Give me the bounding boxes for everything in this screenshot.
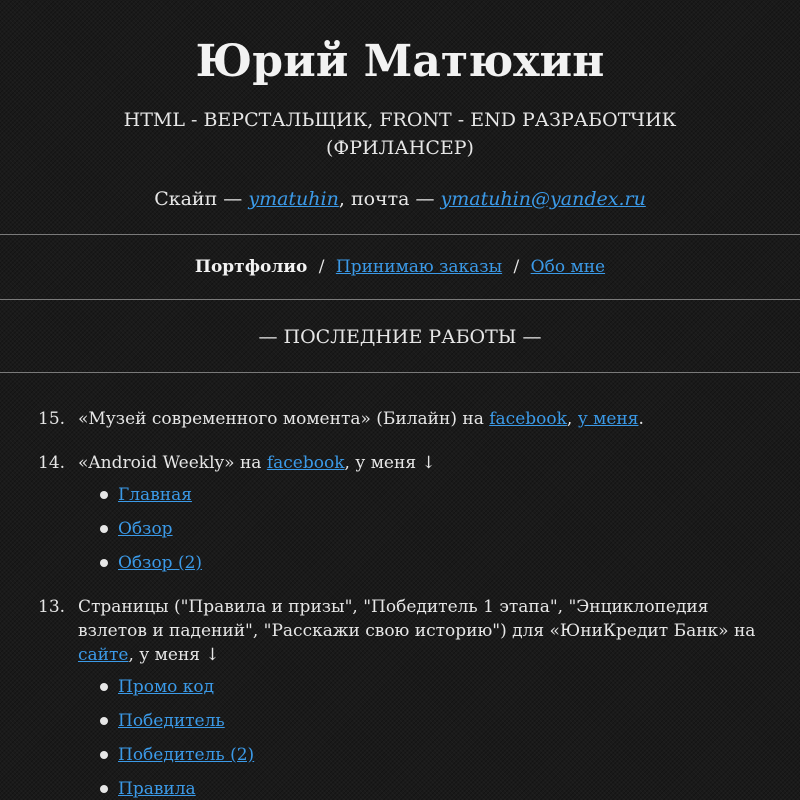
list-item (100, 675, 760, 699)
section-title: — ПОСЛЕДНИЕ РАБОТЫ — (258, 326, 542, 348)
skype-link[interactable]: ymatuhin (248, 188, 339, 210)
author-name: Юрий Матюхин (195, 36, 605, 87)
mail-label: , почта — (338, 188, 435, 210)
nav-item-orders[interactable]: Принимаю заказы (335, 257, 503, 277)
main-nav (0, 235, 800, 299)
email-link[interactable]: ymatuhin@yandex.ru (440, 188, 646, 210)
contacts-line (0, 186, 800, 212)
page-link[interactable]: Обзор (2) (118, 553, 203, 573)
list-item (100, 777, 760, 800)
works-list (0, 373, 800, 800)
list-item (100, 743, 760, 767)
work-item (38, 451, 760, 575)
comma: , (566, 409, 573, 429)
site-link[interactable]: сайте (78, 645, 129, 665)
list-item (100, 709, 760, 733)
work-rest: , у меня ↓ (344, 453, 436, 473)
bullet-icon (100, 683, 108, 691)
bullet-icon (100, 785, 108, 793)
work-item (38, 595, 760, 800)
period: . (638, 409, 644, 429)
page-link[interactable]: Победитель (2) (118, 745, 255, 765)
page-links-list (78, 675, 760, 800)
work-number: 15. (38, 409, 66, 429)
work-description: «Android Weekly» на (78, 453, 262, 473)
work-number: 13. (38, 597, 66, 617)
nav-separator: / (318, 257, 325, 277)
work-description: Страницы ("Правила и призы", "Победитель 1 этапа", "Энциклопедия взлетов и падений", "Расскажи свою историю") для «ЮниКредит Банк» на (78, 597, 756, 641)
facebook-link[interactable]: facebook (489, 409, 567, 429)
bullet-icon (100, 491, 108, 499)
bullet-icon (100, 751, 108, 759)
page-link[interactable]: Обзор (118, 519, 173, 539)
page-links-list (78, 483, 760, 575)
work-description: «Музей современного момента» (Билайн) на (78, 409, 484, 429)
work-number: 14. (38, 453, 66, 473)
bullet-icon (100, 717, 108, 725)
facebook-link[interactable]: facebook (266, 453, 345, 473)
list-item (100, 517, 760, 541)
nav-item-about[interactable]: Обо мне (530, 257, 606, 277)
list-item (100, 551, 760, 575)
bullet-icon (100, 559, 108, 567)
work-item (38, 407, 760, 431)
bullet-icon (100, 525, 108, 533)
page-link[interactable]: Победитель (118, 711, 225, 731)
nav-item-portfolio: Портфолио (194, 257, 308, 277)
work-rest: , у меня ↓ (128, 645, 220, 665)
skype-label: Скайп — (154, 188, 243, 210)
page-link[interactable]: Правила (118, 779, 196, 799)
site-header (0, 0, 800, 212)
nav-separator: / (513, 257, 520, 277)
author-subtitle: HTML - ВЕРСТАЛЬЩИК, FRONT - END РАЗРАБОТЧИК (ФРИЛАНСЕР) (123, 109, 677, 159)
page-link[interactable]: Главная (118, 485, 192, 505)
page-link[interactable]: Промо код (118, 677, 215, 697)
list-item (100, 483, 760, 507)
own-host-link[interactable]: у меня (577, 409, 639, 429)
